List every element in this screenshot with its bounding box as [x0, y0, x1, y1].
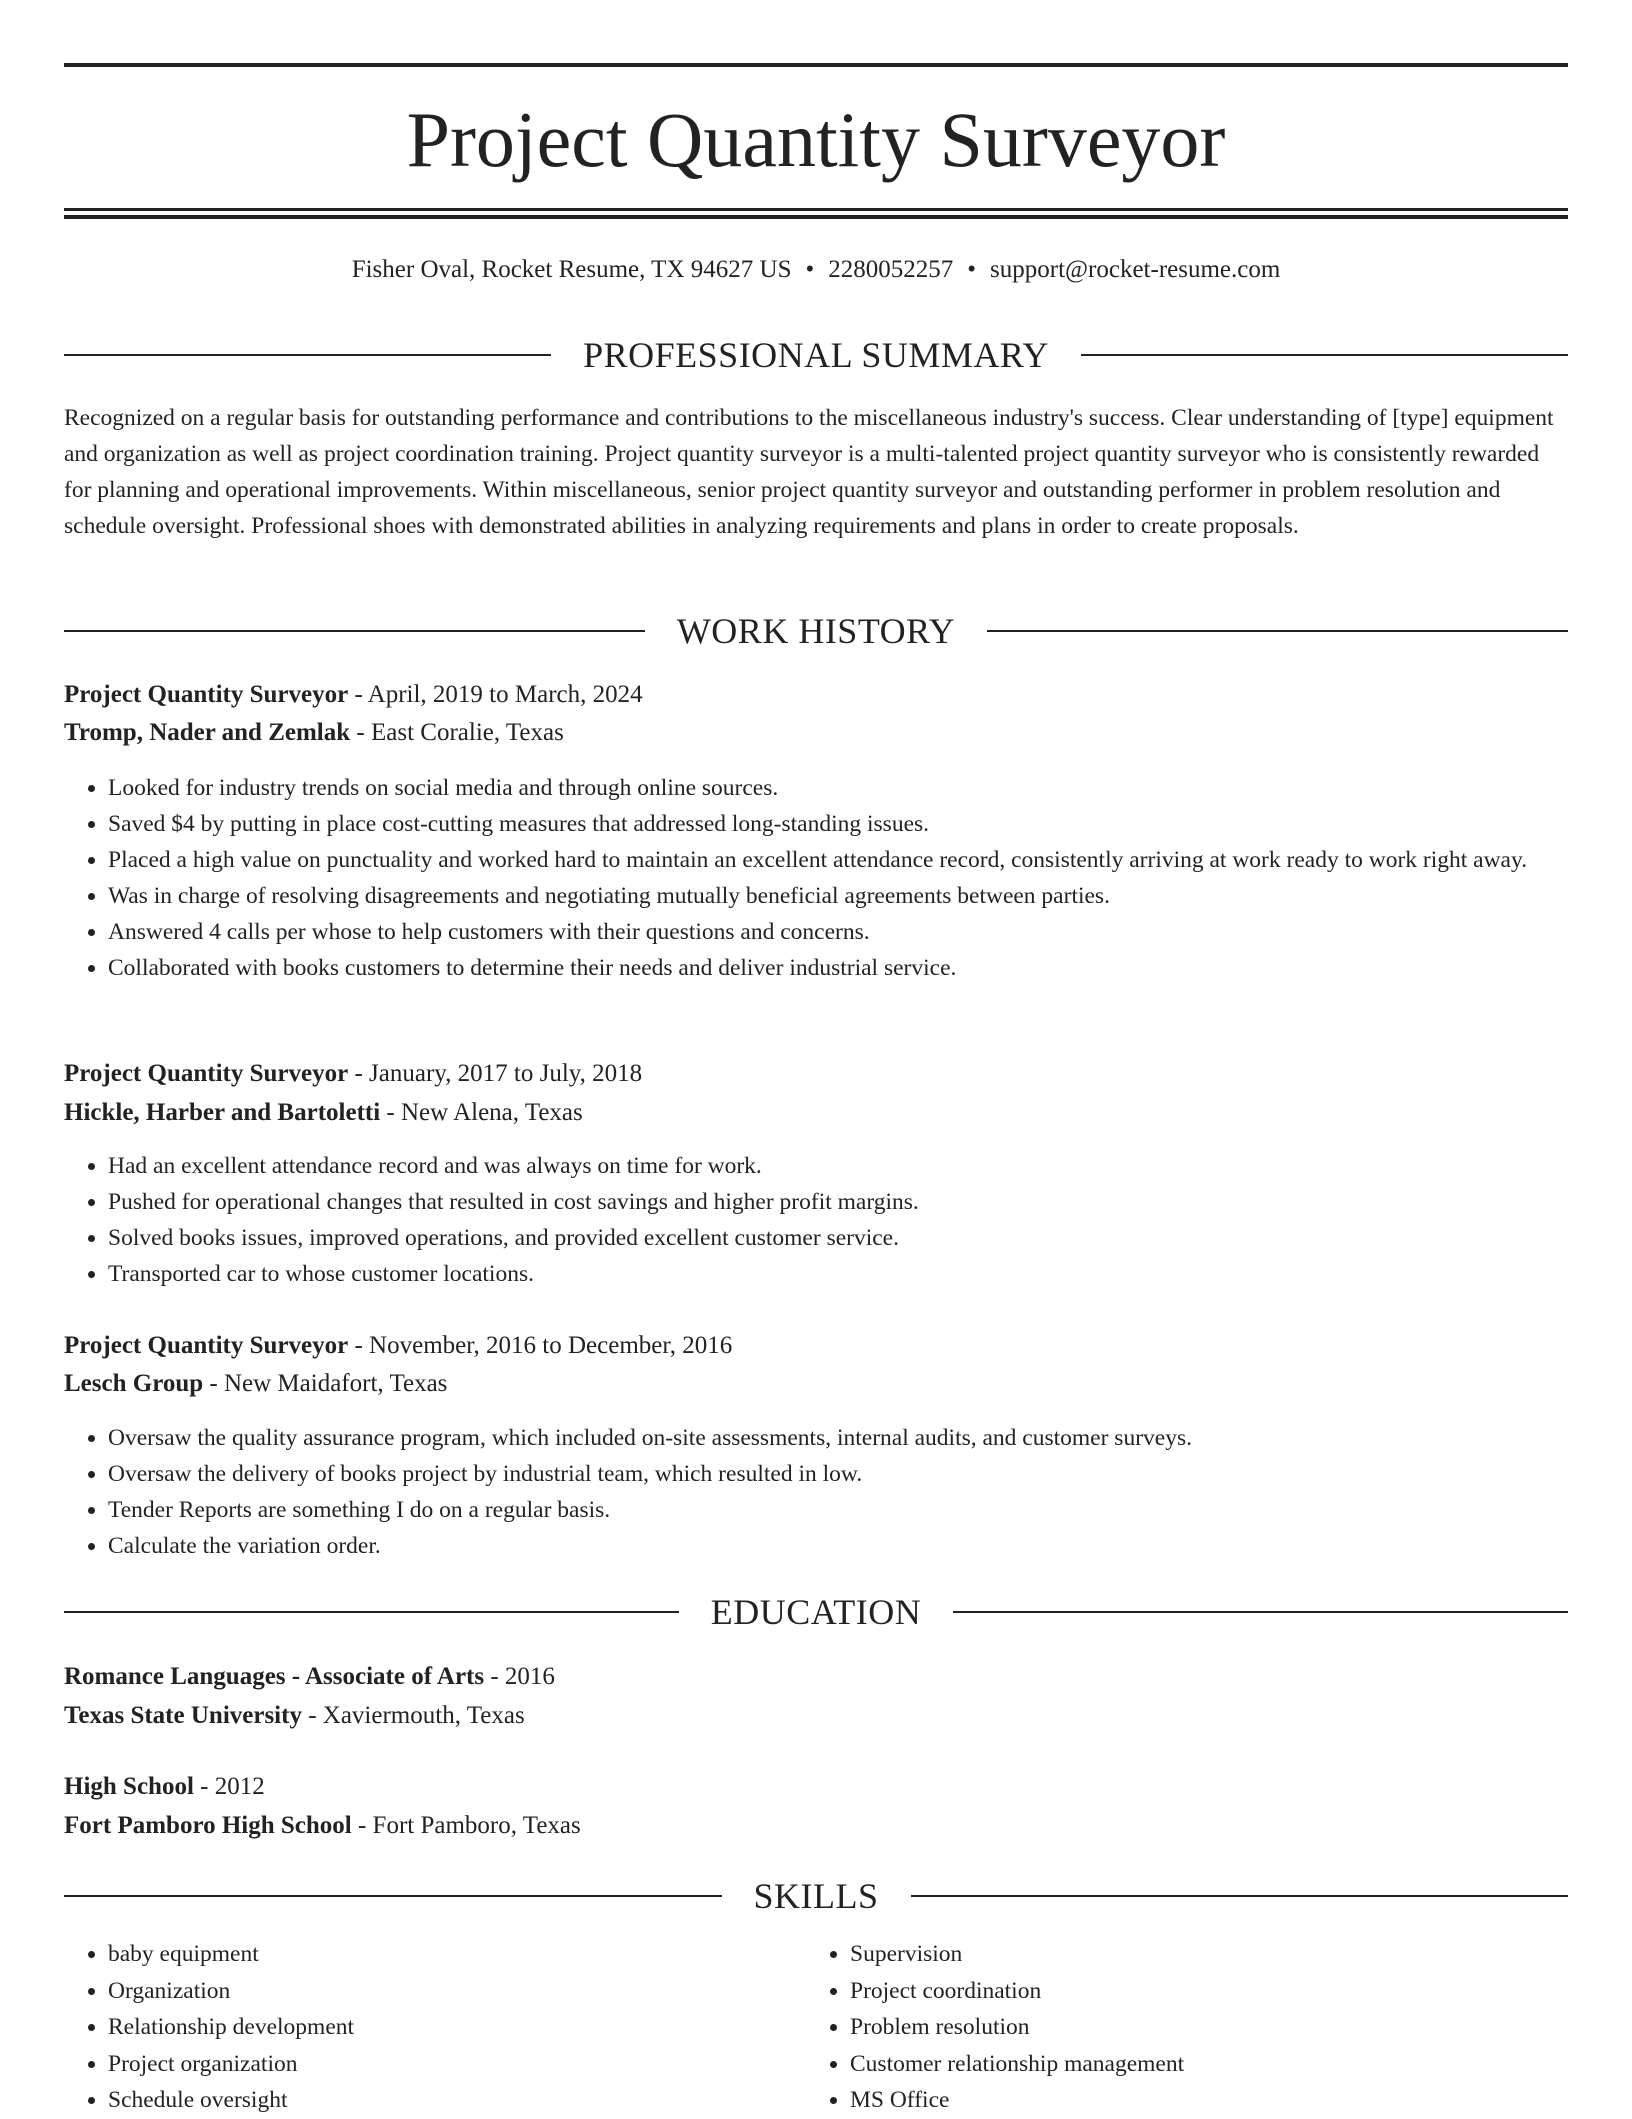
list-item: • Placed a high value on punctuality and worked hard to maintain an excellent attendance record, consistently arriving at work ready to work right away.: [108, 842, 1568, 878]
list-item: • Tender Reports are something I do on a regular basis.: [108, 1492, 1568, 1528]
heading-rule: [64, 1895, 722, 1897]
heading-rule: [987, 630, 1568, 632]
heading-rule: [1081, 354, 1568, 356]
contact-address: Fisher Oval, Rocket Resume, TX 94627 US: [351, 256, 792, 283]
education-year: - 2012: [193, 1773, 265, 1800]
list-item: • Transported car to whose customer locations.: [108, 1256, 1568, 1292]
list-item: • Saved $4 by putting in place cost-cutting measures that addressed long-standing issues.: [108, 806, 1568, 842]
job-company: Hickle, Harber and Bartoletti: [64, 1099, 381, 1126]
education-location: - Xaviermouth, Texas: [301, 1702, 525, 1729]
list-item: • Pushed for operational changes that resulted in cost savings and higher profit margins.: [108, 1184, 1568, 1220]
section-heading-skills: [64, 1874, 1568, 1918]
skill-item: • Project organization: [108, 2046, 808, 2083]
section-heading-education: [64, 1590, 1568, 1634]
job-dates: - January, 2017 to July, 2018: [348, 1060, 643, 1087]
job-bullets: [64, 1148, 1568, 1292]
education-school: Texas State University: [64, 1702, 302, 1729]
education-degree-line: [64, 1768, 1568, 1806]
job-bullets: [64, 1420, 1568, 1564]
heading-rule: [64, 1611, 679, 1613]
list-item: • Oversaw the delivery of books project by industrial team, which resulted in low.: [108, 1456, 1568, 1492]
contact-separator: •: [805, 256, 815, 283]
skill-item: • Customer relationship management: [850, 2046, 1550, 2083]
heading-rule: [64, 630, 645, 632]
job-location: - East Coralie, Texas: [350, 719, 564, 746]
section-heading-summary: [64, 333, 1568, 377]
education-year: - 2016: [484, 1663, 555, 1690]
job-bullets: [64, 770, 1568, 986]
title-rule-lower: [64, 215, 1568, 219]
education-school: Fort Pamboro High School: [64, 1812, 352, 1839]
top-rule: [64, 63, 1568, 67]
job-company-line: [64, 1365, 1568, 1403]
heading-rule: [953, 1611, 1568, 1613]
skill-item: • Relationship development: [108, 2009, 808, 2046]
list-item: • Solved books issues, improved operations, and provided excellent customer service.: [108, 1220, 1568, 1256]
job-dates: - April, 2019 to March, 2024: [348, 681, 643, 708]
job-title: Project Quantity Surveyor: [64, 1332, 349, 1359]
job-company-line: [64, 1094, 1568, 1132]
job-company: Lesch Group: [64, 1370, 204, 1397]
contact-email: support@rocket-resume.com: [990, 256, 1281, 283]
list-item: • Looked for industry trends on social media and through online sources.: [108, 770, 1568, 806]
skill-item: • baby equipment: [108, 1936, 808, 1973]
education-location: - Fort Pamboro, Texas: [351, 1812, 581, 1839]
list-item: • Was in charge of resolving disagreements and negotiating mutually beneficial agreements between parties.: [108, 878, 1568, 914]
skill-item: • MS Office: [850, 2082, 1550, 2119]
section-title: PROFESSIONAL SUMMARY: [583, 335, 1049, 375]
skill-item: • Organization: [108, 1973, 808, 2010]
job-title-line: [64, 676, 1568, 714]
heading-rule: [911, 1895, 1569, 1897]
skill-item: • Schedule oversight: [108, 2082, 808, 2119]
section-heading-work-history: [64, 609, 1568, 653]
job-company: Tromp, Nader and Zemlak: [64, 719, 351, 746]
education-degree-line: [64, 1658, 1568, 1696]
contact-phone: 2280052257: [828, 256, 954, 283]
skill-item: • Project coordination: [850, 1973, 1550, 2010]
job-location: - New Alena, Texas: [380, 1099, 583, 1126]
list-item: • Calculate the variation order.: [108, 1528, 1568, 1564]
education-school-line: [64, 1697, 1568, 1735]
section-title: WORK HISTORY: [676, 611, 956, 651]
list-item: • Answered 4 calls per whose to help customers with their questions and concerns.: [108, 914, 1568, 950]
skills-list-right: [806, 1936, 1550, 2119]
education-school-line: [64, 1807, 1568, 1845]
heading-rule: [64, 354, 551, 356]
skills-list-left: [64, 1936, 808, 2119]
skill-item: • Problem resolution: [850, 2009, 1550, 2046]
summary-text: Recognized on a regular basis for outstanding performance and contributions to the miscellaneous industry's success. Clear understanding of [type] equipment and organization as well as project coordination training. Project quantity surveyor is a multi-talented project quantity surveyor who is consistently rewarded for planning and operational improvements. Within miscellaneous, senior project quantity surveyor and outstanding performer in problem resolution and schedule oversight. Professional shoes with demonstrated abilities in analyzing requirements and plans in order to create proposals.: [64, 405, 1554, 539]
list-item: • Had an excellent attendance record and was always on time for work.: [108, 1148, 1568, 1184]
job-title: Project Quantity Surveyor: [64, 681, 349, 708]
section-title: SKILLS: [753, 1876, 879, 1916]
list-item: • Collaborated with books customers to determine their needs and deliver industrial service.: [108, 950, 1568, 986]
job-title-line: [64, 1327, 1568, 1365]
title-rule-upper: [64, 208, 1568, 211]
job-location: - New Maidafort, Texas: [203, 1370, 448, 1397]
section-title: EDUCATION: [710, 1592, 922, 1632]
contact-separator: •: [967, 256, 977, 283]
education-degree: Romance Languages - Associate of Arts: [64, 1663, 485, 1690]
skill-item: • Supervision: [850, 1936, 1550, 1973]
job-title: Project Quantity Surveyor: [64, 1060, 349, 1087]
job-company-line: [64, 714, 1568, 752]
contact-line: [64, 254, 1568, 286]
job-dates: - November, 2016 to December, 2016: [348, 1332, 733, 1359]
list-item: • Oversaw the quality assurance program, which included on-site assessments, internal audits, and customer surveys.: [108, 1420, 1568, 1456]
job-title-line: [64, 1055, 1568, 1093]
education-degree: High School: [64, 1773, 194, 1800]
resume-title: Project Quantity Surveyor: [406, 96, 1226, 183]
